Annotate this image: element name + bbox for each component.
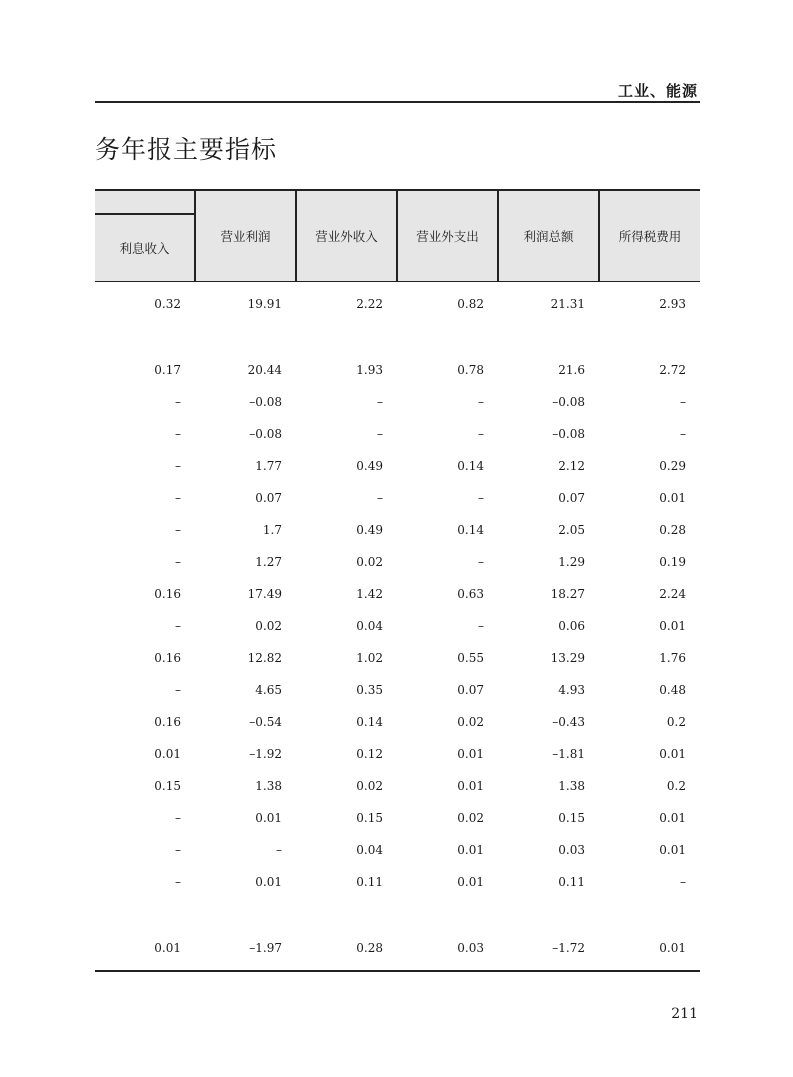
table-row	[95, 610, 700, 642]
table-cell: 0.02	[356, 779, 383, 793]
table-cell: 1.29	[558, 555, 585, 569]
table-cell: 0.03	[457, 941, 484, 955]
table-body	[95, 282, 700, 965]
table-cell: –0.08	[249, 395, 282, 409]
table-cell: 2.22	[356, 297, 383, 311]
table-row-spacer	[95, 898, 700, 932]
table-cell: 0.01	[659, 843, 686, 857]
table-row	[95, 578, 700, 610]
table-cell: 0.16	[154, 651, 181, 665]
table-cell: –0.08	[552, 395, 585, 409]
table-cell: –0.43	[552, 715, 585, 729]
table-cell: 13.29	[550, 651, 585, 665]
table-cell: –	[680, 395, 686, 409]
table-row	[95, 866, 700, 898]
table-cell: –	[175, 811, 181, 825]
table-cell: –	[175, 619, 181, 633]
table-cell: 2.24	[659, 587, 686, 601]
table-cell: 0.07	[255, 491, 282, 505]
data-table	[95, 189, 700, 964]
table-row	[95, 482, 700, 514]
table-row	[95, 354, 700, 386]
table-cell: 0.01	[457, 779, 484, 793]
table-cell: –0.08	[249, 427, 282, 441]
table-cell: 1.7	[262, 523, 282, 537]
table-cell: 0.2	[666, 715, 686, 729]
table-cell: –0.54	[249, 715, 282, 729]
table-cell: 0.14	[457, 459, 484, 473]
table-cell: 0.02	[457, 715, 484, 729]
table-cell: 0.04	[356, 843, 383, 857]
table-cell: 0.14	[457, 523, 484, 537]
table-cell: –	[175, 875, 181, 889]
table-cell: –	[175, 523, 181, 537]
table-cell: 0.01	[457, 875, 484, 889]
column-header-non-operating-income: 营业外收入	[296, 190, 397, 282]
header-split-line	[95, 213, 194, 215]
section-label: 工业、能源	[617, 82, 698, 100]
table-cell: 1.38	[558, 779, 585, 793]
table-cell: –	[175, 395, 181, 409]
table-cell: 19.91	[247, 297, 282, 311]
table-cell: –	[175, 427, 181, 441]
page-number: 211	[671, 1006, 698, 1022]
table-cell: 0.07	[558, 491, 585, 505]
table-cell: –	[478, 555, 484, 569]
table-cell: 0.19	[659, 555, 686, 569]
table-cell: 0.01	[659, 747, 686, 761]
table-row	[95, 450, 700, 482]
table-cell: 0.17	[154, 363, 181, 377]
table-cell: –1.81	[552, 747, 585, 761]
column-header-income-tax: 所得税费用	[599, 190, 700, 282]
table-cell: 12.82	[247, 651, 282, 665]
table-cell: 0.16	[154, 715, 181, 729]
table-cell: –	[175, 555, 181, 569]
column-header-label: 利息收入	[119, 241, 170, 256]
table-cell: 0.14	[356, 715, 383, 729]
table-cell: 1.27	[255, 555, 282, 569]
table-cell: 0.55	[457, 651, 484, 665]
table-cell: –1.97	[249, 941, 282, 955]
table-row	[95, 706, 700, 738]
table-cell: –	[377, 491, 383, 505]
table-cell: 17.49	[247, 587, 282, 601]
table-cell: 0.2	[666, 779, 686, 793]
spacer-cell	[95, 898, 700, 932]
table-cell: 21.6	[558, 363, 585, 377]
table-row	[95, 802, 700, 834]
table-cell: 4.93	[558, 683, 585, 697]
table-cell: 0.02	[356, 555, 383, 569]
table-cell: 1.76	[659, 651, 686, 665]
table-cell: 0.28	[659, 523, 686, 537]
table-cell: –1.92	[249, 747, 282, 761]
table-cell: 0.04	[356, 619, 383, 633]
table-cell: 0.15	[356, 811, 383, 825]
table-row	[95, 386, 700, 418]
table-row	[95, 514, 700, 546]
table-header-row	[95, 190, 700, 282]
table-cell: 0.78	[457, 363, 484, 377]
table-row	[95, 546, 700, 578]
table-cell: 0.01	[255, 875, 282, 889]
table-cell: –	[377, 427, 383, 441]
table-cell: 20.44	[247, 363, 282, 377]
table-cell: 2.12	[558, 459, 585, 473]
table-cell: 1.38	[255, 779, 282, 793]
table-cell: 2.93	[659, 297, 686, 311]
table-cell: –0.08	[552, 427, 585, 441]
table-cell: 1.93	[356, 363, 383, 377]
table-cell: –	[175, 491, 181, 505]
table-cell: 1.42	[356, 587, 383, 601]
table-cell: 18.27	[550, 587, 585, 601]
table-cell: –	[175, 843, 181, 857]
table-cell: 0.01	[659, 491, 686, 505]
table-cell: 0.63	[457, 587, 484, 601]
table-cell: 0.02	[255, 619, 282, 633]
table-cell: 0.29	[659, 459, 686, 473]
table-cell: 2.05	[558, 523, 585, 537]
table-cell: –	[478, 395, 484, 409]
table-cell: 0.01	[154, 941, 181, 955]
table-cell: –	[175, 459, 181, 473]
table-cell: 1.77	[255, 459, 282, 473]
table-cell: 0.01	[659, 619, 686, 633]
table-cell: –	[276, 843, 282, 857]
table-cell: –	[680, 427, 686, 441]
table-cell: 0.07	[457, 683, 484, 697]
table-cell: 21.31	[550, 297, 585, 311]
table-cell: 0.35	[356, 683, 383, 697]
data-table-container	[95, 189, 700, 964]
table-cell: 0.49	[356, 523, 383, 537]
table-cell: 0.16	[154, 587, 181, 601]
table-cell: 0.01	[659, 941, 686, 955]
table-cell: 0.03	[558, 843, 585, 857]
table-cell: –	[175, 683, 181, 697]
table-cell: –	[478, 427, 484, 441]
table-cell: –	[377, 395, 383, 409]
table-row	[95, 282, 700, 321]
table-cell: 0.01	[457, 747, 484, 761]
spacer-cell	[95, 320, 700, 354]
table-cell: –	[680, 875, 686, 889]
table-cell: 0.48	[659, 683, 686, 697]
table-row	[95, 738, 700, 770]
table-cell: 4.65	[255, 683, 282, 697]
column-header-operating-profit: 营业利润	[195, 190, 296, 282]
column-header-interest-income	[95, 190, 195, 282]
table-cell: 2.72	[659, 363, 686, 377]
column-header-total-profit: 利润总额	[498, 190, 599, 282]
table-row	[95, 642, 700, 674]
table-cell: 0.28	[356, 941, 383, 955]
table-cell: 0.01	[154, 747, 181, 761]
table-cell: 0.01	[255, 811, 282, 825]
table-row	[95, 834, 700, 866]
table-cell: 0.02	[457, 811, 484, 825]
page-title: 务年报主要指标	[95, 135, 278, 164]
table-cell: 0.82	[457, 297, 484, 311]
table-row	[95, 674, 700, 706]
table-row	[95, 932, 700, 964]
table-cell: 0.06	[558, 619, 585, 633]
table-cell: –1.72	[552, 941, 585, 955]
table-cell: 0.11	[356, 875, 383, 889]
table-cell: 0.12	[356, 747, 383, 761]
bottom-rule	[95, 970, 700, 972]
top-rule	[95, 101, 700, 103]
table-cell: –	[478, 619, 484, 633]
column-header-non-operating-expense: 营业外支出	[397, 190, 498, 282]
table-cell: 0.01	[457, 843, 484, 857]
table-cell: –	[478, 491, 484, 505]
table-cell: 0.11	[558, 875, 585, 889]
table-row-spacer	[95, 320, 700, 354]
table-cell: 0.01	[659, 811, 686, 825]
table-cell: 0.49	[356, 459, 383, 473]
table-row	[95, 770, 700, 802]
table-cell: 1.02	[356, 651, 383, 665]
table-cell: 0.32	[154, 297, 181, 311]
table-row	[95, 418, 700, 450]
table-cell: 0.15	[154, 779, 181, 793]
table-cell: 0.15	[558, 811, 585, 825]
